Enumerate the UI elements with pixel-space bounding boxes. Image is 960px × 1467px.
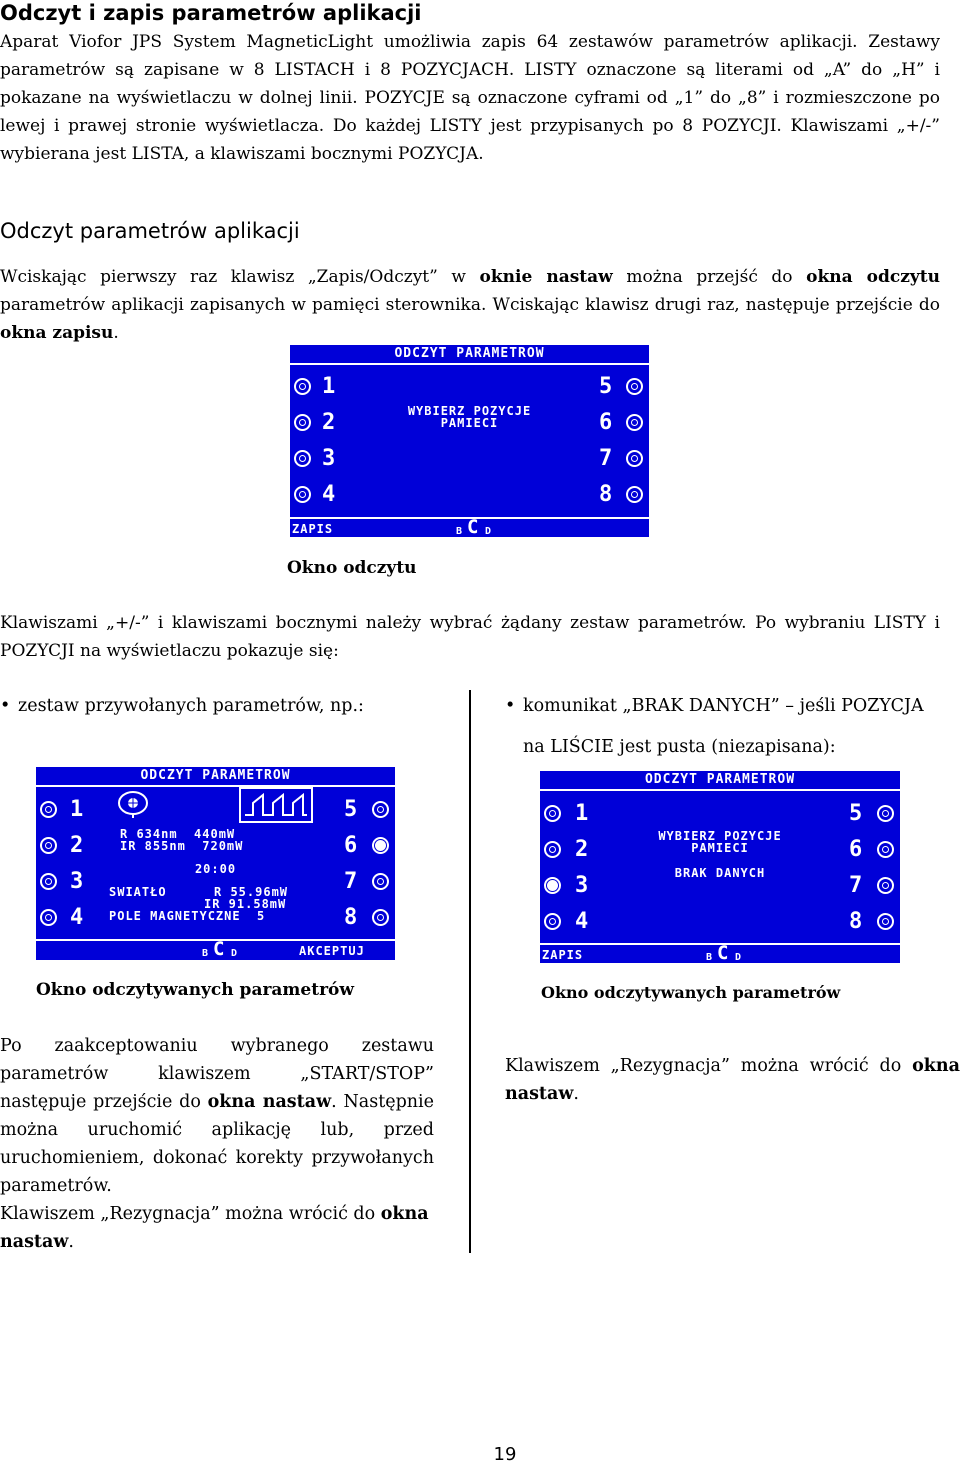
session-time: 20:00 — [194, 862, 237, 876]
lcd-title: ODCZYT PARAMETROW — [394, 346, 545, 361]
light-ir-power: IR 91.58mW — [204, 897, 287, 911]
text-run: Wciskając pierwszy raz klawisz „Zapis/Odczyt” w — [0, 267, 480, 287]
text-run: parametrów aplikacji zapisanych w pamięci sterownika. Wciskając klawisz drugi raz, następuje przejście do — [0, 295, 940, 315]
bold-run: okna nastaw — [207, 1092, 332, 1112]
side-button-icon — [626, 378, 643, 395]
bullet-icon: • — [505, 696, 516, 716]
side-button-icon — [877, 805, 894, 822]
side-button-icon — [294, 450, 311, 467]
bold-run: oknie nastaw — [479, 267, 613, 287]
side-button-icon — [372, 873, 389, 890]
bullet-text: komunikat „BRAK DANYCH” – jeśli POZYCJA — [523, 696, 924, 716]
bullet-icon: • — [0, 696, 11, 716]
side-button-icon — [294, 378, 311, 395]
text-run: można przejść do — [612, 267, 807, 287]
lcd-message: WYBIERZ POZYCJE — [658, 829, 782, 843]
left-column-text — [0, 1032, 434, 1256]
lcd-no-data — [540, 771, 900, 963]
position-6: 6 — [849, 837, 863, 862]
bullet-right — [505, 692, 924, 720]
lcd-title: ODCZYT PARAMETROW — [140, 768, 291, 783]
page-heading: Odczyt i zapis parametrów aplikacji — [0, 1, 422, 25]
list-next: D — [485, 526, 492, 537]
lcd-message: WYBIERZ POZYCJE — [407, 404, 532, 418]
bullet-left — [0, 692, 364, 720]
side-button-icon — [294, 486, 311, 503]
position-8: 8 — [599, 482, 613, 507]
side-button-icon — [544, 805, 561, 822]
text-run: . Następnie można uruchomić aplikację lub, przed uruchomieniem, dokonać korekty przywołanych parametrów. — [0, 1092, 435, 1196]
position-1: 1 — [70, 797, 84, 822]
position-5: 5 — [599, 374, 613, 399]
list-prev: B — [706, 952, 713, 963]
side-button-icon — [877, 877, 894, 894]
position-1: 1 — [322, 374, 336, 399]
light-source-icon — [116, 789, 150, 819]
caption-read-window: Okno odczytu — [287, 558, 417, 578]
position-2: 2 — [70, 833, 84, 858]
lcd-recalled-parameters — [36, 767, 395, 960]
lcd-message: PAMIECI — [440, 416, 499, 430]
magnetic-waveform-icon — [239, 787, 313, 823]
position-6: 6 — [344, 833, 358, 858]
position-7: 7 — [344, 869, 358, 894]
side-button-icon — [877, 913, 894, 930]
bullet-right-continued: na LIŚCIE jest pusta (niezapisana): — [523, 737, 836, 757]
list-current: C — [717, 942, 729, 963]
list-prev: B — [456, 526, 463, 537]
position-8: 8 — [849, 909, 863, 934]
list-next: D — [735, 952, 742, 963]
light-label: SWIATŁO — [109, 885, 167, 899]
position-2: 2 — [322, 410, 336, 435]
lcd-divider — [290, 363, 649, 365]
position-6: 6 — [599, 410, 613, 435]
infrared-params: IR 855nm 720mW — [120, 839, 244, 853]
bold-run: okna odczytu — [806, 267, 941, 287]
text-run: . — [113, 323, 119, 343]
position-1: 1 — [575, 801, 589, 826]
lcd-divider — [540, 789, 900, 791]
position-3: 3 — [322, 446, 336, 471]
select-text: Klawiszami „+/-” i klawiszami bocznymi należy wybrać żądany zestaw parametrów. Po wybraniu LISTY i POZYCJI na wyświetlaczu pokazuje się: — [0, 613, 940, 661]
bold-run: okna nastaw — [0, 1204, 429, 1252]
list-prev: B — [202, 948, 209, 959]
list-next: D — [231, 948, 238, 959]
position-4: 4 — [575, 909, 589, 934]
bold-run: okna nastaw — [505, 1056, 960, 1104]
text-run: . — [68, 1232, 74, 1252]
red-light-params: R 634nm 440mW — [120, 827, 236, 841]
light-red-power: R 55.96mW — [214, 885, 289, 899]
side-button-icon — [626, 486, 643, 503]
text-run: Klawiszem „Rezygnacja” można wrócić do — [505, 1056, 913, 1076]
position-4: 4 — [322, 482, 336, 507]
intro-text: Aparat Viofor JPS System MagneticLight umożliwia zapis 64 zestawów parametrów aplikacji. Zestawy parametrów są zapisane w 8 LISTACH i 8 POZYCJACH. LISTY oznaczone są literami od „A” do „H” i pokazane na wyświetlaczu w dolnej linii. POZYCJE są oznaczone cyframi od „1” do „8” i rozmieszczone po lewej i prawej stronie wyświetlacza. Do każdej LISTY jest przypisanych po 8 POZYCJI. Klawiszami „+/-” wybierana jest LISTA, a klawiszami bocznymi POZYCJA. — [0, 32, 940, 164]
caption-recalled-parameters: Okno odczytywanych parametrów — [36, 980, 355, 1000]
text-run: Po zaakceptowaniu wybranego zestawu parametrów klawiszem „START/STOP” następuje przejście do — [0, 1036, 434, 1112]
lcd-save-label: ZAPIS — [292, 522, 334, 536]
list-current: C — [467, 516, 479, 537]
position-8: 8 — [344, 905, 358, 930]
position-4: 4 — [70, 905, 84, 930]
side-button-icon — [626, 450, 643, 467]
position-5: 5 — [849, 801, 863, 826]
side-button-icon — [40, 837, 57, 854]
text-run: Klawiszem „Rezygnacja” można wrócić do — [0, 1204, 381, 1224]
page-number: 19 — [493, 1444, 517, 1465]
position-7: 7 — [849, 873, 863, 898]
selected-position-icon — [372, 837, 389, 854]
select-paragraph — [0, 609, 940, 665]
position-7: 7 — [599, 446, 613, 471]
column-divider — [469, 690, 471, 1253]
read-paragraph — [0, 263, 940, 347]
side-button-icon — [372, 909, 389, 926]
text-run: . — [573, 1084, 579, 1104]
side-button-icon — [40, 873, 57, 890]
list-current: C — [213, 938, 225, 960]
position-5: 5 — [344, 797, 358, 822]
selected-position-icon — [544, 877, 561, 894]
position-3: 3 — [575, 873, 589, 898]
intro-paragraph — [0, 28, 940, 168]
lcd-title: ODCZYT PARAMETROW — [644, 772, 796, 787]
side-button-icon — [544, 913, 561, 930]
lcd-accept-label: AKCEPTUJ — [299, 944, 365, 958]
bullet-text: zestaw przywołanych parametrów, np.: — [18, 696, 364, 716]
position-3: 3 — [70, 869, 84, 894]
side-button-icon — [40, 801, 57, 818]
lcd-read-window — [290, 345, 649, 537]
position-2: 2 — [575, 837, 589, 862]
side-button-icon — [372, 801, 389, 818]
side-button-icon — [40, 909, 57, 926]
bold-run: okna zapisu — [0, 323, 114, 343]
lcd-message: PAMIECI — [691, 841, 749, 855]
lcd-no-data-message: BRAK DANYCH — [674, 866, 766, 880]
section-heading: Odczyt parametrów aplikacji — [0, 219, 300, 243]
right-column-text — [505, 1052, 960, 1108]
lcd-save-label: ZAPIS — [542, 948, 584, 962]
magnetic-field: POLE MAGNETYCZNE 5 — [109, 909, 266, 923]
lcd-divider — [36, 785, 395, 787]
caption-no-data: Okno odczytywanych parametrów — [541, 983, 841, 1002]
